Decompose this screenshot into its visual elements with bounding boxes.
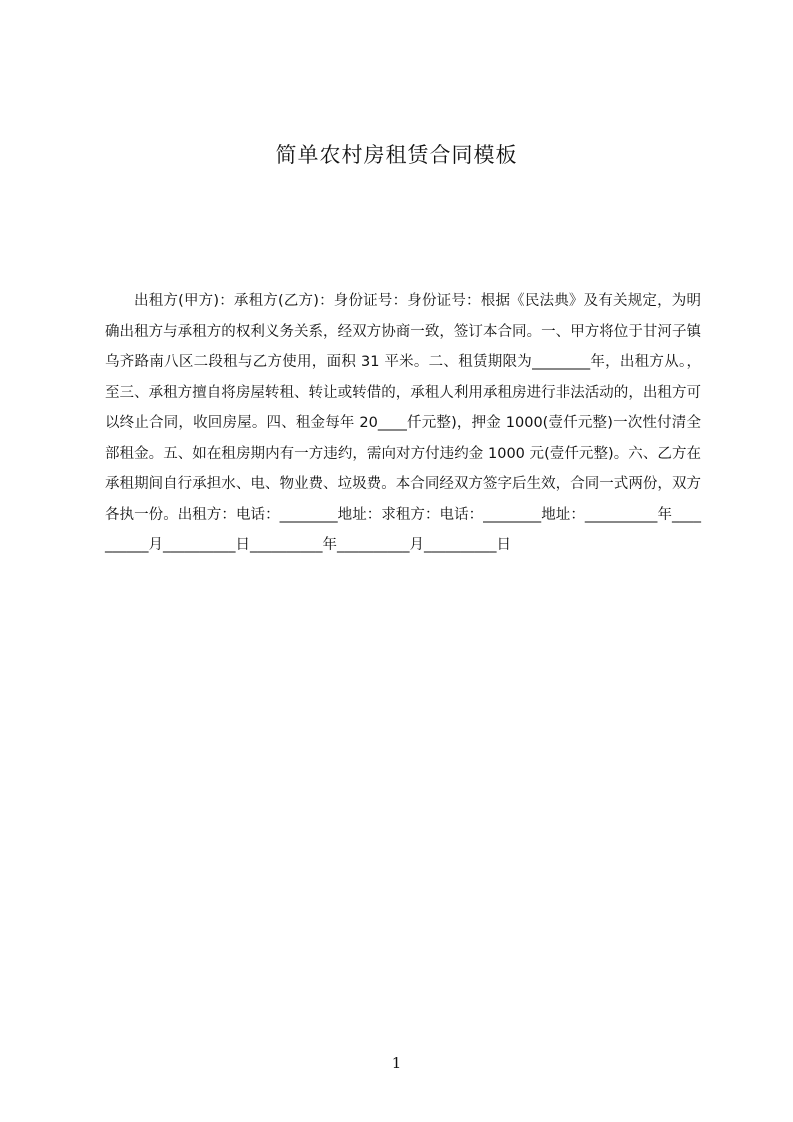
page-number: 1 <box>391 1054 402 1072</box>
contract-body-text: 出租方(甲方)：承租方(乙方)：身份证号：身份证号：根据《民法典》及有关规定，为明确出租方与承租方的权利义务关系，经双方协商一致，签订本合同。一、甲方将位于甘河子镇乌齐路南八区二段租与乙方使用，面积 31 平米。二、租赁期限为________年，出租方从。，至三、承租方擅自将房屋转租、转让或转借的，承租人利用承租房进行非法活动的，出租方可以终止合同，收回房屋。四、租金每年 20____仟元整)，押金 1000(壹仟元整)一次性付清全部租金。五、如在租房期内有一方违约，需向对方付违约金 1000 元(壹仟元整)。六、乙方在承租期间自行承担水、电、物业费、垃圾费。本合同经双方签字后生效，合同一式两份，双方各执一份。出租方：电话：________地址：求租方：电话：________地址：__________年__________月__________日__________年__________月__________日 <box>105 293 701 553</box>
document-title: 简单农村房租赁合同模板 <box>275 143 518 167</box>
